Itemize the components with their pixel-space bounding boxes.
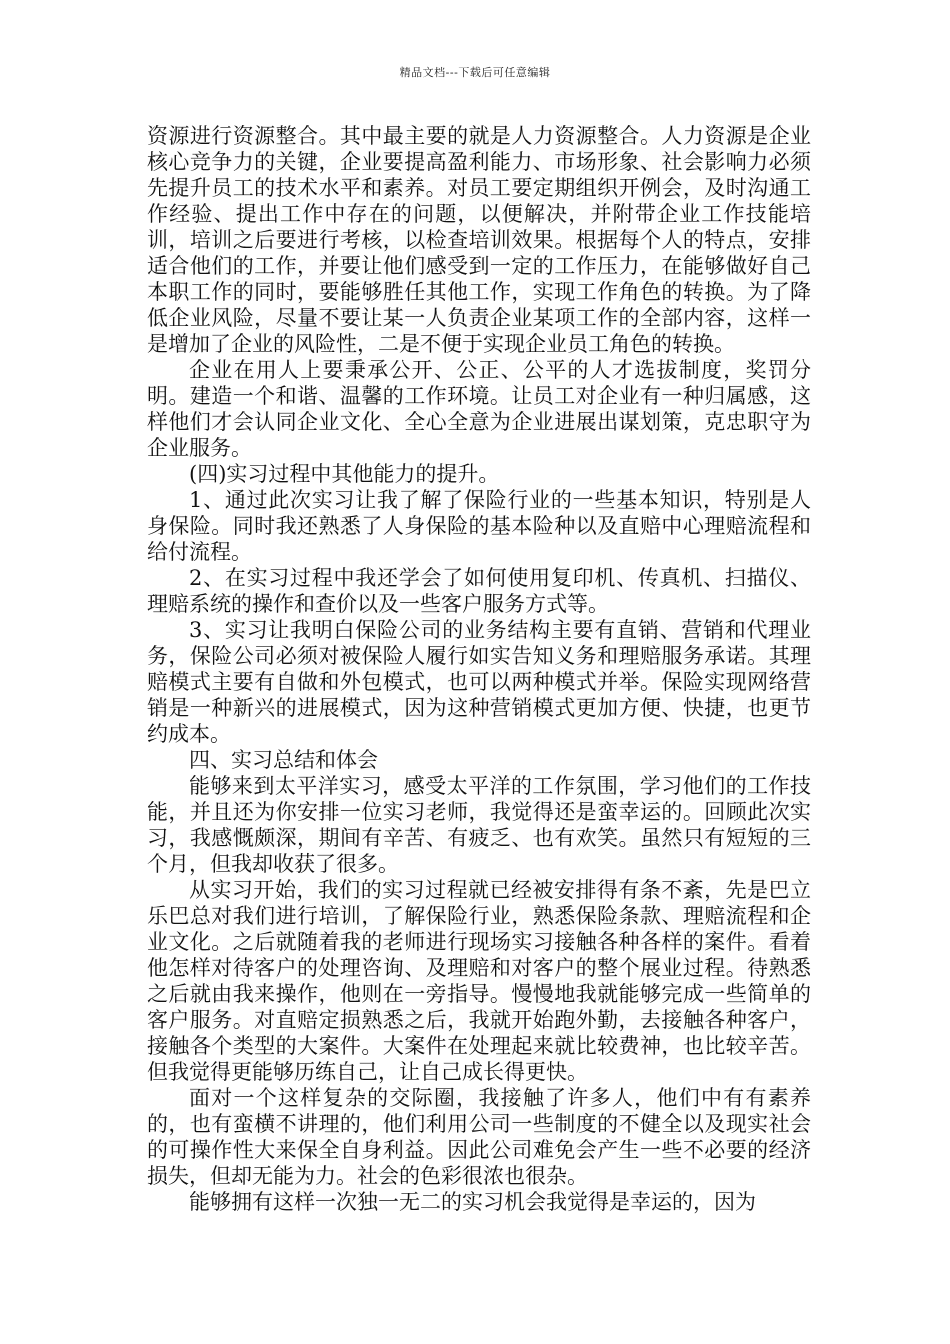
paragraph-social-circle: 面对一个这样复杂的交际圈，我接触了许多人，他们中有有素养的，也有蛮横不讲理的，他们利用公司一些制度的不健全以及现实社会的可操作性大来保全自身利益。因此公司难免会产生一些不必要的经济损失，但却无能为力。社会的色彩很浓也很杂。 [147, 1086, 811, 1188]
page-header: 精品文档---下载后可任意编辑 [399, 66, 551, 79]
list-item-1: 1、通过此次实习让我了解了保险行业的一些基本知识，特别是人身保险。同时我还熟悉了人身保险的基本险种以及直赔中心理赔流程和给付流程。 [147, 488, 811, 564]
paragraph-arrival: 能够来到太平洋实习，感受太平洋的工作氛围，学习他们的工作技能，并且还为你安排一位实习老师，我觉得还是蛮幸运的。回顾此次实习，我感慨颇深，期间有辛苦、有疲乏、也有欢笑。虽然只有短短的三个月，但我却收获了很多。 [147, 774, 811, 876]
section-heading-other-abilities: (四)实习过程中其他能力的提升。 [189, 462, 500, 486]
paragraph-talent-selection: 企业在用人上要秉承公开、公正、公平的人才选拔制度，奖罚分明。建造一个和谐、温馨的工作环境。让员工对企业有一种归属感，这样他们才会认同企业文化、全心全意为企业进展出谋划策，克忠职守为企业服务。 [147, 358, 811, 460]
paragraph-opportunity: 能够拥有这样一次独一无二的实习机会我觉得是幸运的，因为 [189, 1190, 756, 1214]
list-item-3: 3、实习让我明白保险公司的业务结构主要有直销、营销和代理业务，保险公司必须对被保险人履行如实告知义务和理赔服务承诺。其理赔模式主要有自做和外包模式，也可以两种模式并举。保险实现网络营销是一种新兴的进展模式，因为这种营销模式更加方便、快捷，也更节约成本。 [147, 618, 811, 746]
paragraph-process: 从实习开始，我们的实习过程就已经被安排得有条不紊，先是巴立乐巴总对我们进行培训，了解保险行业，熟悉保险条款、理赔流程和企业文化。之后就随着我的老师进行现场实习接触各种各样的案件。看着他怎样对待客户的处理咨询、及理赔和对客户的整个展业过程。待熟悉之后就由我来操作，他则在一旁指导。慢慢地我就能够完成一些简单的客户服务。对直赔定损熟悉之后，我就开始跑外勤，去接触各种客户，接触各个类型的大案件。大案件在处理起来就比较费神，也比较辛苦。但我觉得更能够历练自己，让自己成长得更快。 [147, 878, 811, 1084]
document-body [147, 123, 811, 1215]
paragraph-hr-integration: 资源进行资源整合。其中最主要的就是人力资源整合。人力资源是企业核心竞争力的关键，企业要提高盈利能力、市场形象、社会影响力必须先提升员工的技术水平和素养。对员工要定期组织开例会，及时沟通工作经验、提出工作中存在的问题，以便解决，并附带企业工作技能培训，培训之后要进行考核，以检查培训效果。根据每个人的特点，安排适合他们的工作，并要让他们感受到一定的工作压力，在能够做好自己本职工作的同时，要能够胜任其他工作，实现工作角色的转换。为了降低企业风险，尽量不要让某一人负责企业某项工作的全部内容，这样一是增加了企业的风险性，二是不便于实现企业员工角色的转换。 [147, 124, 811, 356]
list-item-2: 2、在实习过程中我还学会了如何使用复印机、传真机、扫描仪、理赔系统的操作和查价以及一些客户服务方式等。 [147, 566, 811, 616]
section-heading-summary: 四、实习总结和体会 [189, 748, 378, 772]
